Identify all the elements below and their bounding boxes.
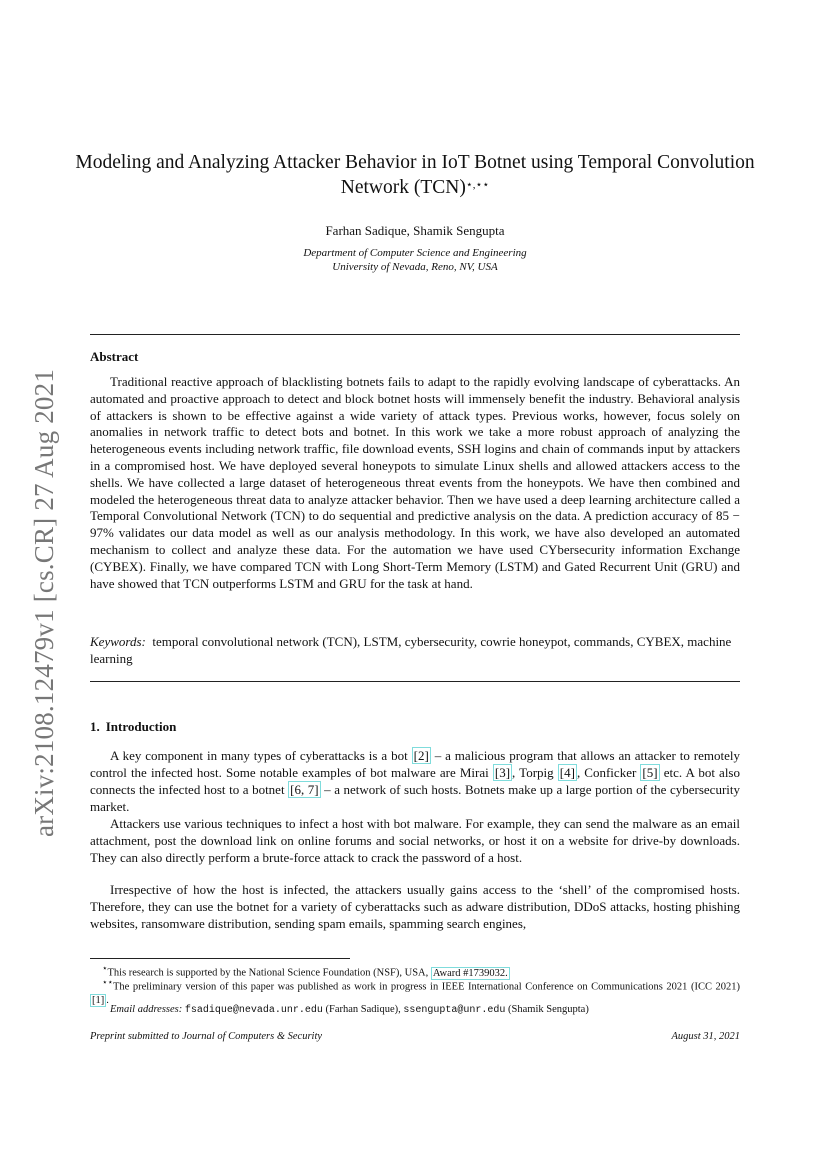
footnote-rule <box>90 958 350 959</box>
footnote-text: The preliminary version of this paper was published as work in progress in IEEE International Conference on Communications 2021 (ICC 2021) <box>112 981 740 993</box>
citation-link[interactable]: [6, 7] <box>290 782 319 797</box>
citation-link[interactable]: [3] <box>494 765 511 780</box>
award-link[interactable]: Award #1739032. <box>432 967 508 979</box>
email-link-1[interactable]: fsadique@nevada.unr.edu <box>184 1005 323 1016</box>
keywords-label: Keywords: <box>90 634 146 649</box>
email-label: Email addresses: <box>110 1004 183 1015</box>
footer-journal: Preprint submitted to Journal of Computers & Security <box>90 1031 323 1042</box>
footnote-mark: ⋆⋆ <box>102 977 113 987</box>
arxiv-stamp: arXiv:2108.12479v1 [cs.CR] 27 Aug 2021 <box>29 368 59 838</box>
title-footnote-marks[interactable]: ⋆,⋆⋆ <box>465 179 490 191</box>
text-run: – a malicious program that allows an attacker to remotely control the infected host. Some notable examples of bot malware are Mirai <box>90 748 740 780</box>
keywords-text: temporal convolutional network (TCN), LSTM, cybersecurity, cowrie honeypot, commands, CYBEX, machine learning <box>90 634 732 666</box>
text-run: , Torpig <box>512 765 558 780</box>
keywords <box>90 633 740 667</box>
footnote-text-end: . <box>106 995 109 1006</box>
abstract-top-rule <box>90 334 740 335</box>
section-number: 1. <box>90 719 100 734</box>
author-name-1: (Farhan Sadique), <box>322 1004 404 1015</box>
authors: Farhan Sadique, Shamik Sengupta <box>325 223 505 238</box>
text-run: , Conficker <box>576 765 641 780</box>
author-name-2: (Shamik Sengupta) <box>505 1004 589 1015</box>
intro-paragraph-3: Irrespective of how the host is infected, the attackers usually gains access to the ‘shell’ of the compromised hosts. Therefore, they can use the botnet for a variety of cyberattacks such as adware distribution, DDoS attacks, hosting phishing websites, ransomware distribution, sending spam emails, spamming search engines, <box>90 882 740 931</box>
abstract-bottom-rule <box>90 681 740 682</box>
affiliation-department: Department of Computer Science and Engineering <box>303 247 527 259</box>
page-footer <box>90 1031 740 1042</box>
text-run: A key component in many types of cyberattacks is a bot <box>110 748 412 763</box>
text-run: – a network of such hosts. Botnets make up a large portion of the cybersecurity market. <box>90 782 741 814</box>
citation-link[interactable]: [4] <box>559 765 575 780</box>
footnote-mark: ⋆ <box>102 963 108 973</box>
intro-paragraph-1 <box>90 747 740 815</box>
footnote-text: This research is supported by the National Science Foundation (NSF), USA, <box>107 967 431 979</box>
citation-link[interactable]: [2] <box>413 748 429 763</box>
abstract-heading: Abstract <box>90 349 139 364</box>
intro-paragraph-2: Attackers use various techniques to infect a host with bot malware. For example, they can send the malware as an email attachment, post the download link on online forums and social networks, or host it on a website for drive-by downloads. They can also directly perform a brute-force attack to crack the password of a host. <box>90 816 740 865</box>
citation-link[interactable]: [1] <box>92 995 105 1006</box>
title-text: Modeling and Analyzing Attacker Behavior in IoT Botnet using Temporal Convolution Network (TCN) <box>75 152 755 198</box>
email-link-2[interactable]: ssengupta@unr.edu <box>403 1005 506 1016</box>
paper-title <box>70 150 760 200</box>
footnote-emails <box>90 1003 760 1018</box>
section-title: Introduction <box>105 719 177 734</box>
text-run: etc. A bot also connects the infected host to a botnet <box>90 765 740 797</box>
affiliation-university: University of Nevada, Reno, NV, USA <box>332 261 498 273</box>
footer-date: August 31, 2021 <box>671 1031 740 1042</box>
affiliation <box>70 246 760 274</box>
citation-link[interactable]: [5] <box>642 765 658 780</box>
abstract-text: Traditional reactive approach of blacklisting botnets fails to adapt to the rapidly evolving landscape of cyberattacks. An automated and proactive approach to detect and block botnet hosts will immensely benefit the industry. Behavioral analysis of attackers is shown to be effective against a wide variety of attack types. Previous works, however, focus solely on anomalies in network traffic to detect bots and botnet. In this work we take a more robust approach of analyzing the heterogeneous events including network traffic, file download events, SSH logins and chain of commands input by attackers in a compromised host. We have deployed several honeypots to simulate Linux shells and allowed attackers access to the shells. We have collected a large dataset of heterogeneous threat events from the honeypots. We have then combined and modeled the heterogeneous threat data to analyze attacker behavior. Then we have used a deep learning architecture called a Temporal Convolutional Network (TCN) to do sequential and predictive analysis on the data. A prediction accuracy of 85 − 97% validates our data model as well as our analysis methodology. In this work, we have also developed an automated mechanism to collect and analyze these data. For the automation we have used CYbersecurity information Exchange (CYBEX). Finally, we have compared TCN with Long Short-Term Memory (LSTM) and Gated Recurrent Unit (GRU) and have showed that TCN outperforms LSTM and GRU for the task at hand. <box>90 374 740 591</box>
section-heading-introduction <box>90 719 740 735</box>
